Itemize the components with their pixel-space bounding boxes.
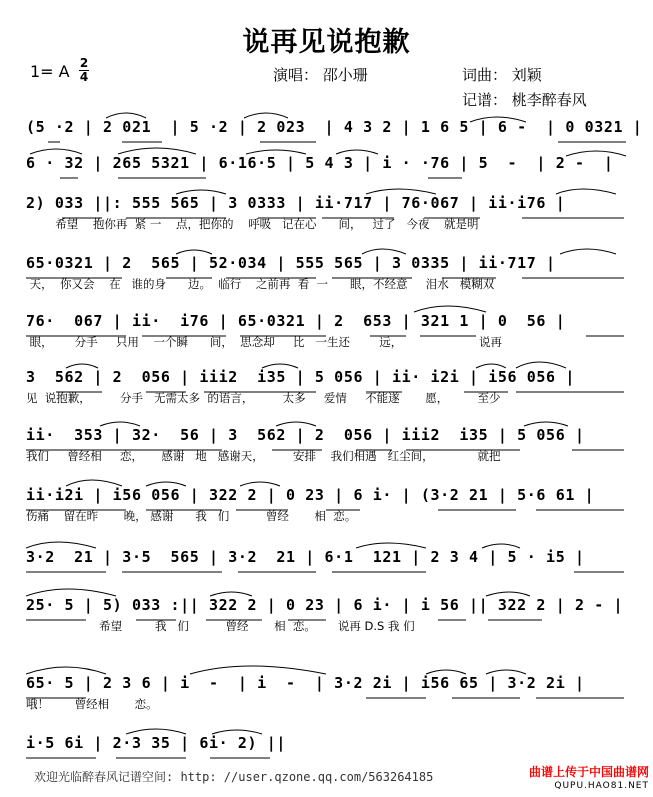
notation-line: (5 ·2 | 2 021 | 5 ·2 | 2 023 | 4 3 2 | 1 6 5 | 6 - | 0 0321 | [26,118,643,136]
notation-line: 65·0321 | 2 565 | 52·034 | 555 565 | 3 0335 | ii·717 | [26,254,556,272]
lyric-line: 哦！ 曾经相 恋。 [26,697,158,711]
time-signature-top: 2 [79,56,89,70]
lyric-line: 眼， 分手 只用 一个瞬 间， 思念却 比 一生还 远， 说再 [26,335,502,349]
notation-line: ii· 353 | 32· 56 | 3 562 | 2 056 | iii2 i35 | 5 056 | [26,426,585,444]
notation-line: 6 · 32 | 265 5321 | 6·16·5 | 5 4 3 | i · ·76 | 5 - | 2 - | [26,154,614,172]
singer-credit: 演唱： 邵小珊 [273,66,368,84]
notation-line: 76· 067 | ii· i76 | 65·0321 | 2 653 | 321 1 | 0 56 | [26,312,566,330]
notation-line: 3 562 | 2 056 | iii2 i35 | 5 056 | ii· i2i | i56 056 | [26,368,575,386]
watermark-text: 曲谱上传于中国曲谱网 [528,765,649,779]
lyric-line: 希望 抱你再 紧 一 点，把你的 呼吸 记在心 间， 过了 今夜 就是明 [26,217,479,231]
lyric-line: 希望 我 们 曾经 相 恋。 说再 D.S 我 们 [26,619,415,633]
song-title: 说再见说抱歉 [242,27,411,58]
notation-line: i·5 6i | 2·3 35 | 6i· 2) || [26,734,287,752]
time-signature [79,57,89,84]
footer-note: 欢迎光临醉春风记谱空间: http: //user.qzone.qq.com/563264185 [34,770,434,784]
notation-line: 65· 5 | 2 3 6 | i - | i - | 3·2 2i | i56 65 | 3·2 2i | [26,674,585,692]
notation-line: 3·2 21 | 3·5 565 | 3·2 21 | 6·1 121 | 2 3 4 | 5 · i5 | [26,548,585,566]
watermark [529,765,649,793]
watermark-url: QUPU.HAO81.NET [554,781,649,791]
notation-line: 2) 033 ||: 555 565 | 3 0333 | ii·717 | 76·067 | ii·i76 | [26,194,566,212]
time-signature-bottom: 4 [79,70,89,84]
lyric-line: 我们 曾经相 恋， 感谢 地 感谢天， 安排 我们相遇 红尘间， 就把 [26,449,501,463]
lyricist-credit: 词曲： 刘颖 [462,66,542,84]
notation-line: 25· 5 | 5) 033 :|| 322 2 | 0 23 | 6 i· | i 56 || 322 2 | 2 - | [26,596,624,614]
lyric-line: 伤痛 留在昨 晚， 感谢 我 们 曾经 相 恋。 [26,509,357,523]
lyric-line: 见 说抱歉， 分手 无需太多 的语言， 太多 爱情 不能遂 愿， 至少 [26,391,501,405]
lyric-line [26,176,636,192]
arranger-credit: 记谱： 桃李醉春风 [462,91,587,109]
key-signature: 1= A [30,62,70,81]
lyric-line [26,570,636,586]
lyric-line: 天， 你又会 在 谁的身 边。 临行 之前再 看 一 眼，不经意 泪水 模糊双 [26,277,495,291]
notation-line: ii·i2i | i56 056 | 322 2 | 0 23 | 6 i· | (3·2 21 | 5·6 61 | [26,486,595,504]
